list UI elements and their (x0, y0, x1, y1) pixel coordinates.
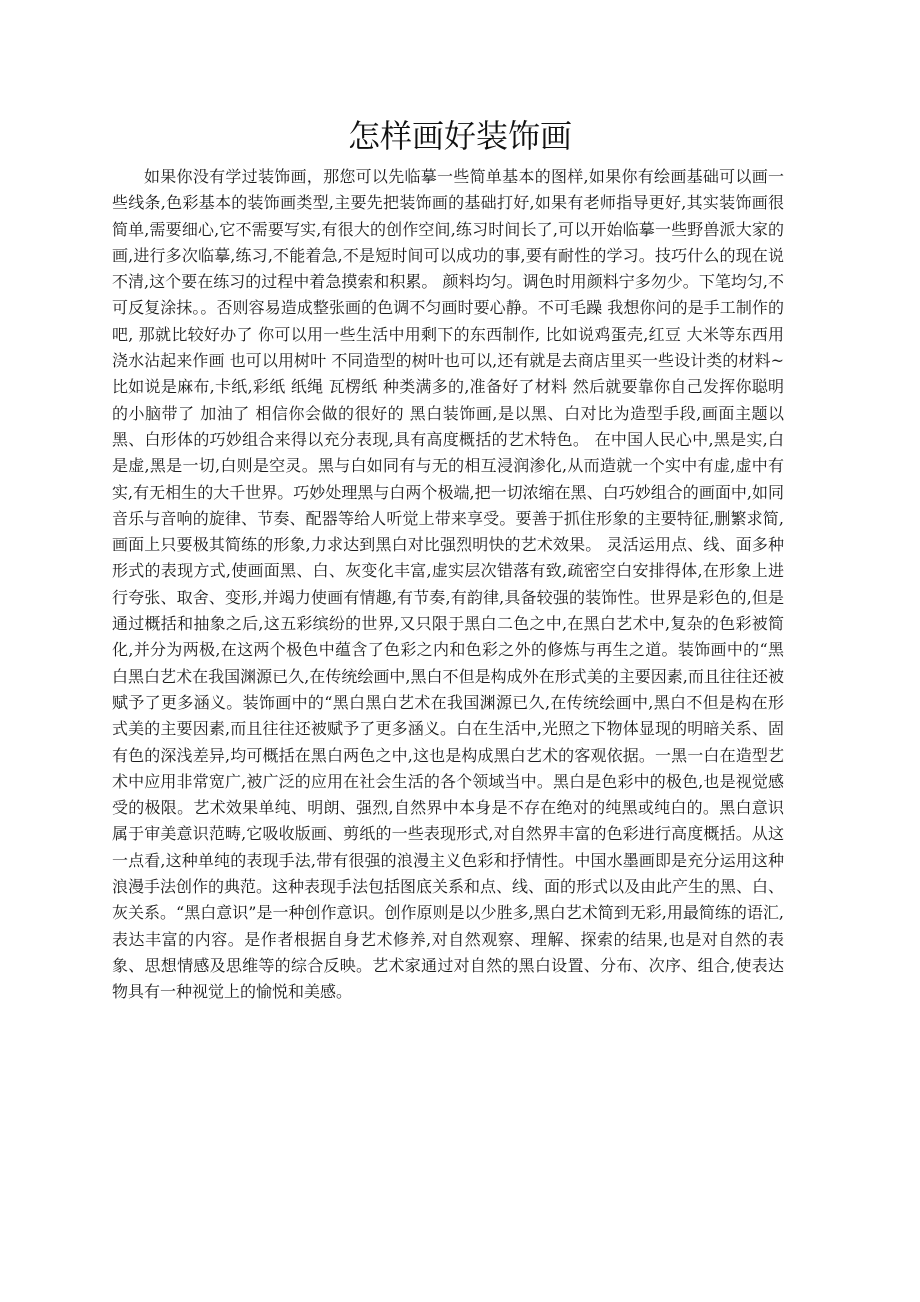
document-body-paragraph: 如果你没有学过装饰画，那您可以先临摹一些简单基本的图样,如果你有绘画基础可以画一些线条,色彩基本的装饰画类型,主要先把装饰画的基础打好,如果有老师指导更好,其实装饰画很简单,需要细心,它不需要写实,有很大的创作空间,练习时间长了,可以开始临摹一些野兽派大家的画,进行多次临摹,练习,不能着急,不是短时间可以成功的事,要有耐性的学习。技巧什么的现在说不清,这个要在练习的过程中着急摸索和积累。 颜料均匀。调色时用颜料宁多勿少。下笔均匀,不可反复涂抹。。否则容易造成整张画的色调不匀画时要心静。不可毛躁 我想你问的是手工制作的吧, 那就比较好办了 你可以用一些生活中用剩下的东西制作, 比如说鸡蛋壳,红豆 大米等东西用浇水沾起来作画 也可以用树叶 不同造型的树叶也可以,还有就是去商店里买一些设计类的材料~比如说是麻布,卡纸,彩纸 纸绳 瓦楞纸 种类满多的,准备好了材料 然后就要靠你自己发挥你聪明的小脑带了 加油了 相信你会做的很好的 黑白装饰画,是以黑、白对比为造型手段,画面主题以黑、白形体的巧妙组合来得以充分表现,具有高度概括的艺术特色。 在中国人民心中,黑是实,白是虚,黑是一切,白则是空灵。黑与白如同有与无的相互浸润渗化,从而造就一个实中有虚,虚中有实,有无相生的大千世界。巧妙处理黑与白两个极端,把一切浓缩在黑、白巧妙组合的画面中,如同音乐与音响的旋律、节奏、配器等给人听觉上带来享受。要善于抓住形象的主要特征,删繁求简,画面上只要极其简练的形象,力求达到黑白对比强烈明快的艺术效果。 灵活运用点、线、面多种形式的表现方式,使画面黑、白、灰变化丰富,虚实层次错落有致,疏密空白安排得体,在形象上进行夸张、取舍、变形,并竭力使画有情趣,有节奏,有韵律,具备较强的装饰性。世界是彩色的,但是通过概括和抽象之后,这五彩缤纷的世界,又只限于黑白二色之中,在黑白艺术中,复杂的色彩被简化,并分为两极,在这两个极色中蕴含了色彩之内和色彩之外的修炼与再生之道。装饰画中的“黑白黑白艺术在我国渊源已久,在传统绘画中,黑白不但是构成外在形式美的主要因素,而且往往还被赋予了更多涵义。装饰画中的“黑白黑白艺术在我国渊源已久,在传统绘画中,黑白不但是构在形式美的主要因素,而且往往还被赋予了更多涵义。白在生活中,光照之下物体显现的明暗关系、固有色的深浅差异,均可概括在黑白两色之中,这也是构成黑白艺术的客观依据。一黑一白在造型艺术中应用非常宽广,被广泛的应用在社会生活的各个领域当中。黑白是色彩中的极色,也是视觉感受的极限。艺术效果单纯、明朗、强烈,自然界中本身是不存在绝对的纯黑或纯白的。黑白意识属于审美意识范畴,它吸收版画、剪纸的一些表现形式,对自然界丰富的色彩进行高度概括。从这一点看,这种单纯的表现手法,带有很强的浪漫主义色彩和抒情性。中国水墨画即是充分运用这种浪漫手法创作的典范。这种表现手法包括图底关系和点、线、面的形式以及由此产生的黑、白、灰关系。“黑白意识”是一种创作意识。创作原则是以少胜多,黑白艺术简到无彩,用最简练的语汇,表达丰富的内容。是作者根据自身艺术修养,对自然观察、理解、探索的结果,也是对自然的表象、思想情感及思维等的综合反映。艺术家通过对自然的黑白设置、分布、次序、组合,使表达物具有一种视觉上的愉悦和美感。 (112, 167, 785, 1002)
document-title: 怎样画好装饰画 (347, 117, 572, 155)
